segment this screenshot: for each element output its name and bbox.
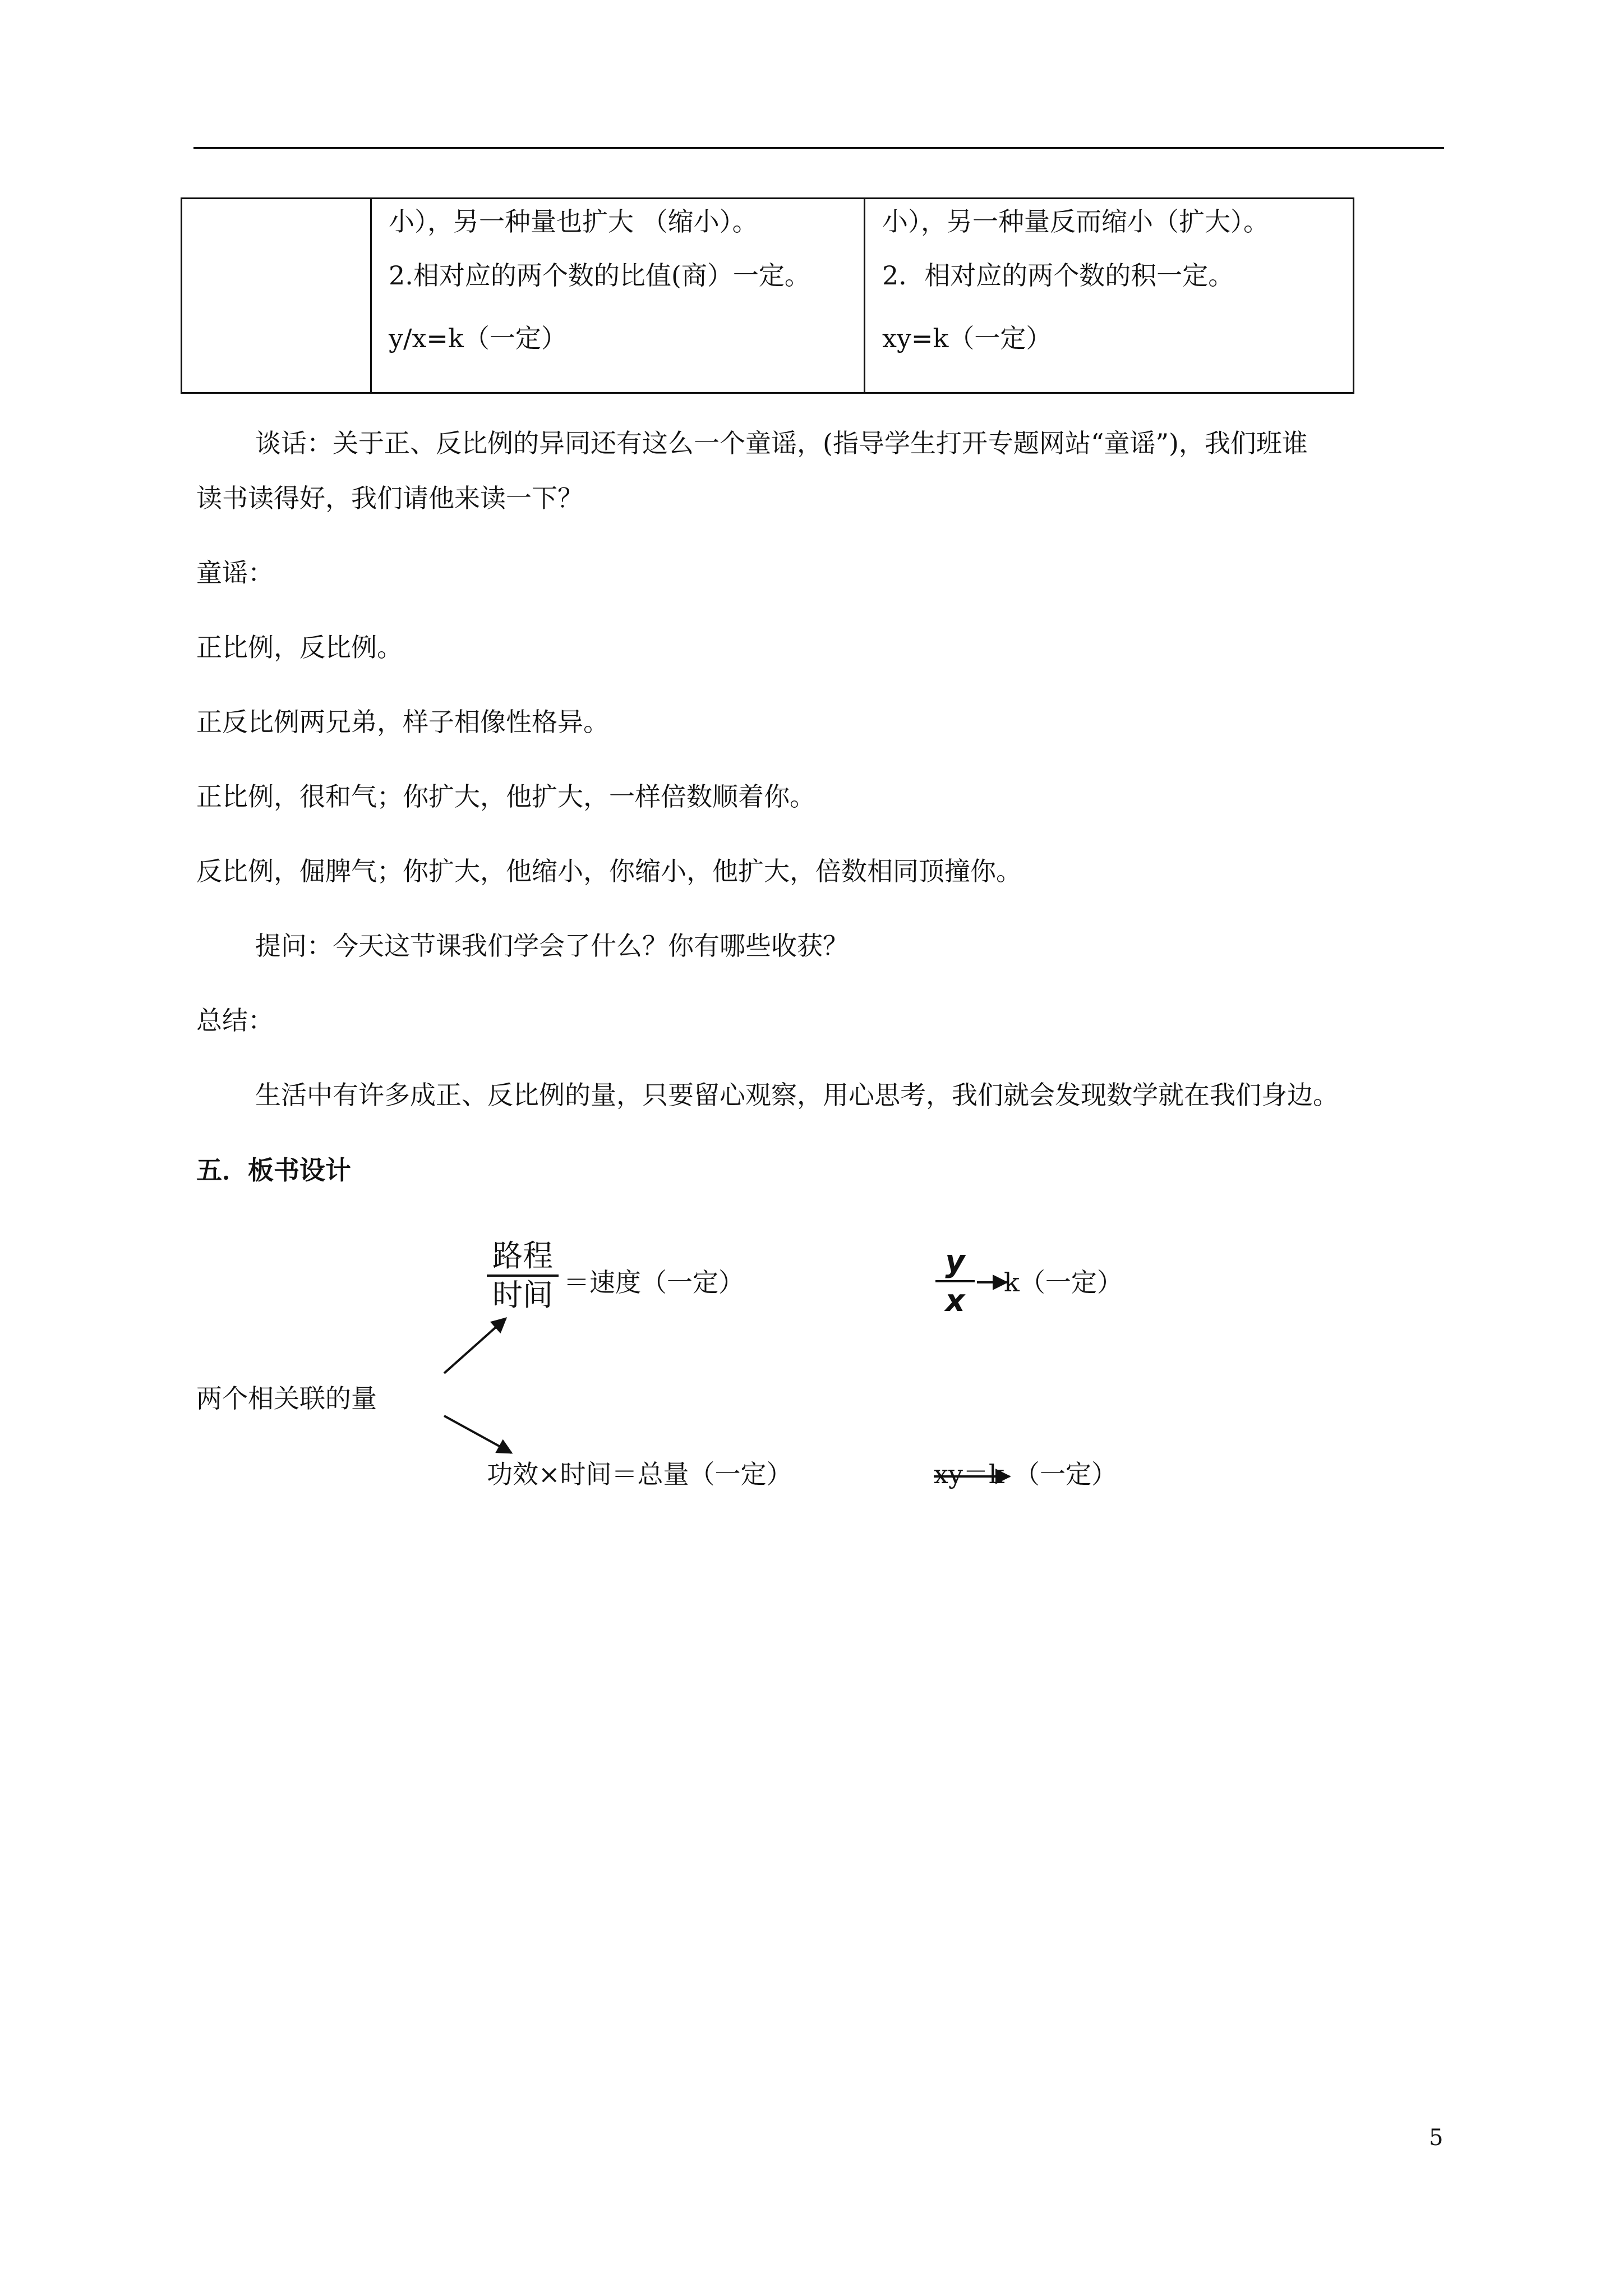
question-paragraph: 提问：今天这节课我们学会了什么？你有哪些收获？ xyxy=(255,931,849,961)
speed-formula-suffix: ＝速度（一定） xyxy=(564,1267,744,1297)
fraction-x: x xyxy=(945,1283,965,1318)
table-text: 2.相对应的两个数的比值(商）一定。 xyxy=(389,260,810,291)
fraction-y: y xyxy=(945,1244,965,1279)
arrow-to-speed xyxy=(444,1318,506,1373)
rhyme-line: 正比例，反比例。 xyxy=(196,632,403,662)
table-text: xy=k（一定） xyxy=(882,323,1052,353)
section-title: 五．板书设计 xyxy=(196,1155,351,1185)
table-text: y/x=k（一定） xyxy=(389,323,567,353)
yx-formula-suffix: k（一定） xyxy=(1004,1267,1123,1297)
product-formula: 功效×时间＝总量（一定） xyxy=(487,1459,792,1489)
arrow-to-product xyxy=(444,1416,511,1453)
table-text: 小），另一种量也扩大 （缩小）。 xyxy=(389,206,758,237)
fraction-numerator: 路程 xyxy=(492,1238,553,1273)
rhyme-line: 正反比例两兄弟，样子相像性格异。 xyxy=(196,707,609,737)
fraction-denominator: 时间 xyxy=(492,1277,553,1313)
table-text: 小），另一种量反而缩小（扩大）。 xyxy=(882,206,1269,237)
xy-formula: xy＝k xyxy=(934,1459,1004,1489)
page-number: 5 xyxy=(1429,2125,1444,2151)
table-text: 2．相对应的两个数的积一定。 xyxy=(882,260,1234,291)
xy-formula-suffix: （一定） xyxy=(1014,1459,1117,1489)
talk-paragraph-line1: 谈话：关于正、反比例的异同还有这么一个童谣，(指导学生打开专题网站“童谣”)，我们班谁 xyxy=(255,428,1308,458)
board-root-label: 两个相关联的量 xyxy=(196,1383,377,1414)
summary-label: 总结： xyxy=(196,1005,274,1036)
summary-paragraph: 生活中有许多成正、反比例的量，只要留心观察，用心思考，我们就会发现数学就在我们身边。 xyxy=(255,1080,1339,1110)
rhyme-label: 童谣： xyxy=(196,558,274,588)
rhyme-line: 反比例，倔脾气；你扩大，他缩小，你缩小，他扩大，倍数相同顶撞你。 xyxy=(196,856,1022,886)
rhyme-line: 正比例，很和气；你扩大，他扩大，一样倍数顺着你。 xyxy=(196,781,815,812)
talk-paragraph-line2: 读书读得好，我们请他来读一下？ xyxy=(196,483,583,513)
